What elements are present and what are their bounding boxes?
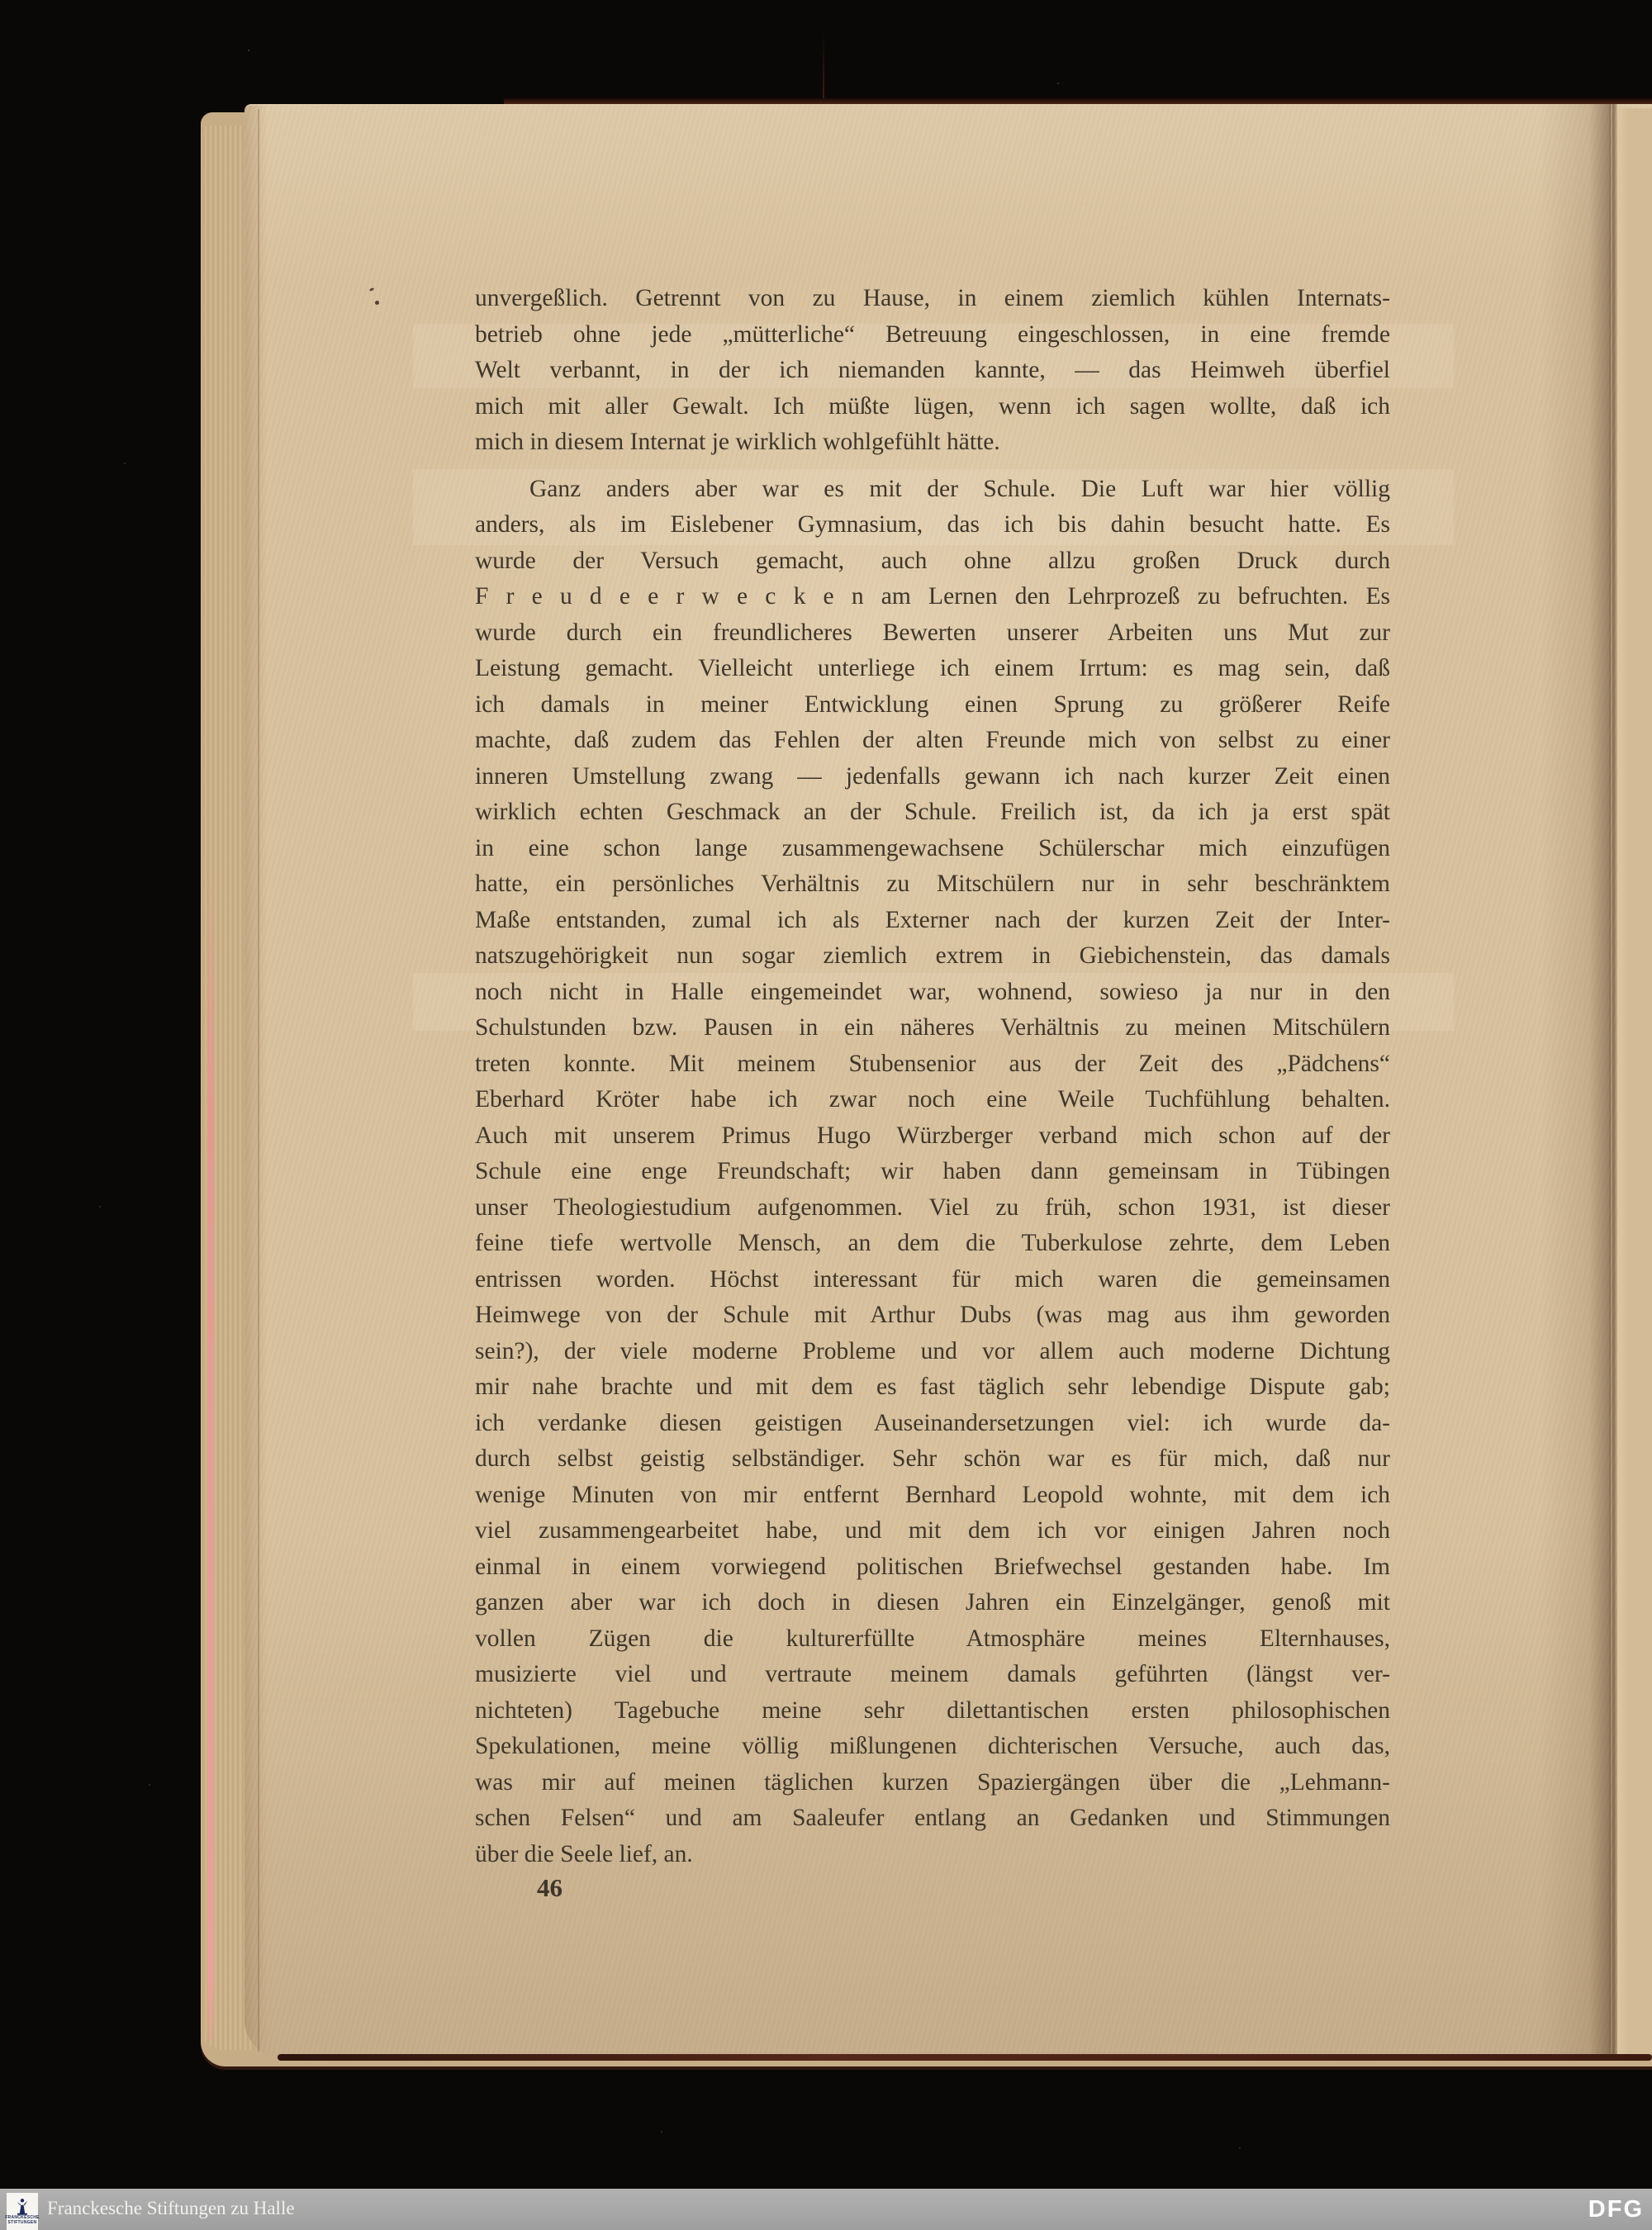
text-line: Schulstunden bzw. Pausen in ein näheres Verhältnis zu meinen Mitschülern: [475, 1014, 1390, 1041]
text-line: F r e u d e e r w e c k e n am Lernen den Lehrprozeß zu befruchten. Es: [475, 583, 1390, 610]
page-crease-line: [258, 109, 259, 2052]
text-line: unvergeßlich. Getrennt von zu Hause, in einem ziemlich kühlen Internats-: [475, 285, 1390, 311]
page-text: [475, 281, 1390, 1872]
eagle-emblem-icon: [14, 2198, 31, 2216]
text-line: Maße entstanden, zumal ich als Externer nach der kurzen Zeit der Inter-: [475, 906, 1390, 933]
text-line: wurde durch ein freundlicheres Bewerten unserer Arbeiten uns Mut zur: [475, 619, 1390, 646]
gutter-fold-line: [1609, 104, 1617, 2055]
text-line: treten konnte. Mit meinem Stubensenior aus der Zeit des „Pädchens“: [475, 1050, 1390, 1077]
text-line: Schule eine enge Freundschaft; wir haben dann gemeinsam in Tübingen: [475, 1158, 1390, 1184]
text-line: ich verdanke diesen geistigen Auseinandersetzungen viel: ich wurde da-: [475, 1409, 1390, 1436]
text-line: nichteten) Tagebuche meine sehr dilettantischen ersten philosophischen: [475, 1696, 1390, 1724]
dust-specks: [248, 50, 249, 51]
text-line: inneren Umstellung zwang — jedenfalls gewann ich nach kurzer Zeit einen: [475, 762, 1390, 790]
text-line: mich in diesem Internat je wirklich wohlgefühlt hätte.: [475, 429, 1000, 455]
page-bottom-shadow: [278, 2054, 1652, 2061]
text-line: durch selbst geistig selbständiger. Sehr schön war es für mich, daß nur: [475, 1445, 1390, 1472]
text-line: über die Seele lief, an.: [475, 1840, 693, 1867]
text-line: in eine schon lange zusammengewachsene Schülerschar mich einzufügen: [475, 834, 1390, 861]
text-line: wurde der Versuch gemacht, auch ohne allzu großen Druck durch: [475, 547, 1390, 574]
text-line: Ganz anders aber war es mit der Schule. Die Luft war hier völlig: [529, 475, 1390, 502]
logo-text-line1: FRANCKESCHE: [5, 2215, 40, 2220]
text-line: Spekulationen, meine völlig mißlungenen dichterischen Versuche, auch das,: [475, 1733, 1390, 1759]
text-line: mich mit aller Gewalt. Ich müßte lügen, wenn ich sagen wollte, daß ich: [475, 392, 1390, 420]
text-line: Eberhard Kröter habe ich zwar noch eine Weile Tuchfühlung behalten.: [475, 1086, 1390, 1113]
text-line: wenige Minuten von mir entfernt Bernhard Leopold wohnte, mit dem ich: [475, 1481, 1390, 1508]
text-line: musizierte viel und vertraute meinem damals geführten (längst ver-: [475, 1661, 1390, 1687]
text-line: ich damals in meiner Entwicklung einen Sprung zu größerer Reife: [475, 690, 1390, 718]
text-line: ganzen aber war ich doch in diesen Jahren ein Einzelgänger, genoß mit: [475, 1589, 1390, 1616]
text-line: sein?), der viele moderne Probleme und vor allem auch moderne Dichtung: [475, 1337, 1390, 1364]
text-line: betrieb ohne jede „mütterliche“ Betreuung eingeschlossen, in eine fremde: [475, 320, 1390, 348]
page-number: 46: [537, 1873, 563, 1902]
gutter-shadow: [1538, 104, 1611, 2055]
text-line: natszugehörigkeit nun sogar ziemlich extrem in Giebichenstein, das damals: [475, 942, 1390, 969]
text-line: Heimwege von der Schule mit Arthur Dubs (was mag aus ihm geworden: [475, 1302, 1390, 1328]
text-line: machte, daß zudem das Fehlen der alten Freunde mich von selbst zu einer: [475, 727, 1390, 753]
text-line: Welt verbannt, in der ich niemanden kannte, — das Heimweh überfiel: [475, 357, 1390, 383]
logo-text-line2: STIFTUNGEN: [7, 2219, 37, 2225]
pink-cover-edge: [207, 867, 214, 2040]
text-line: viel zusammengearbeitet habe, und mit dem ich vor einigen Jahren noch: [475, 1517, 1390, 1544]
text-line: vollen Zügen die kulturerfüllte Atmosphäre meines Elternhauses,: [475, 1625, 1390, 1652]
attribution-bar: [0, 2189, 1652, 2230]
text-line: mir nahe brachte und mit dem es fast täglich sehr lebendige Dispute gab;: [475, 1374, 1390, 1400]
facing-page-sliver: [1617, 108, 1652, 2054]
franckesche-stiftungen-logo: [7, 2193, 38, 2230]
text-line: was mir auf meinen täglichen kurzen Spaziergängen über die „Lehmann-: [475, 1768, 1390, 1796]
text-line: anders, als im Eislebener Gymnasium, das ich bis dahin besucht hatte. Es: [475, 511, 1390, 538]
text-line: schen Felsen“ und am Saaleufer entlang an Gedanken und Stimmungen: [475, 1805, 1390, 1831]
text-line: noch nicht in Halle eingemeindet war, wohnend, sowieso ja nur in den: [475, 978, 1390, 1005]
ink-speck: [375, 301, 379, 305]
text-line: einmal in einem vorwiegend politischen Briefwechsel gestanden habe. Im: [475, 1553, 1390, 1580]
institution-label: Franckesche Stiftungen zu Halle: [47, 2198, 295, 2218]
text-line: entrissen worden. Höchst interessant für mich waren die gemeinsamen: [475, 1265, 1390, 1293]
text-line: unser Theologiestudium aufgenommen. Viel zu früh, schon 1931, ist dieser: [475, 1193, 1390, 1221]
dfg-logo: DFG: [1588, 2196, 1644, 2223]
text-line: feine tiefe wertvolle Mensch, an dem die Tuberkulose zehrte, dem Leben: [475, 1230, 1390, 1256]
text-line: wirklich echten Geschmack an der Schule. Freilich ist, da ich ja erst spät: [475, 799, 1390, 825]
text-line: hatte, ein persönliches Verhältnis zu Mitschülern nur in sehr beschränktem: [475, 871, 1390, 897]
text-line: Leistung gemacht. Vielleicht unterliege ich einem Irrtum: es mag sein, daß: [475, 655, 1390, 681]
text-line: Auch mit unserem Primus Hugo Würzberger verband mich schon auf der: [475, 1122, 1390, 1149]
